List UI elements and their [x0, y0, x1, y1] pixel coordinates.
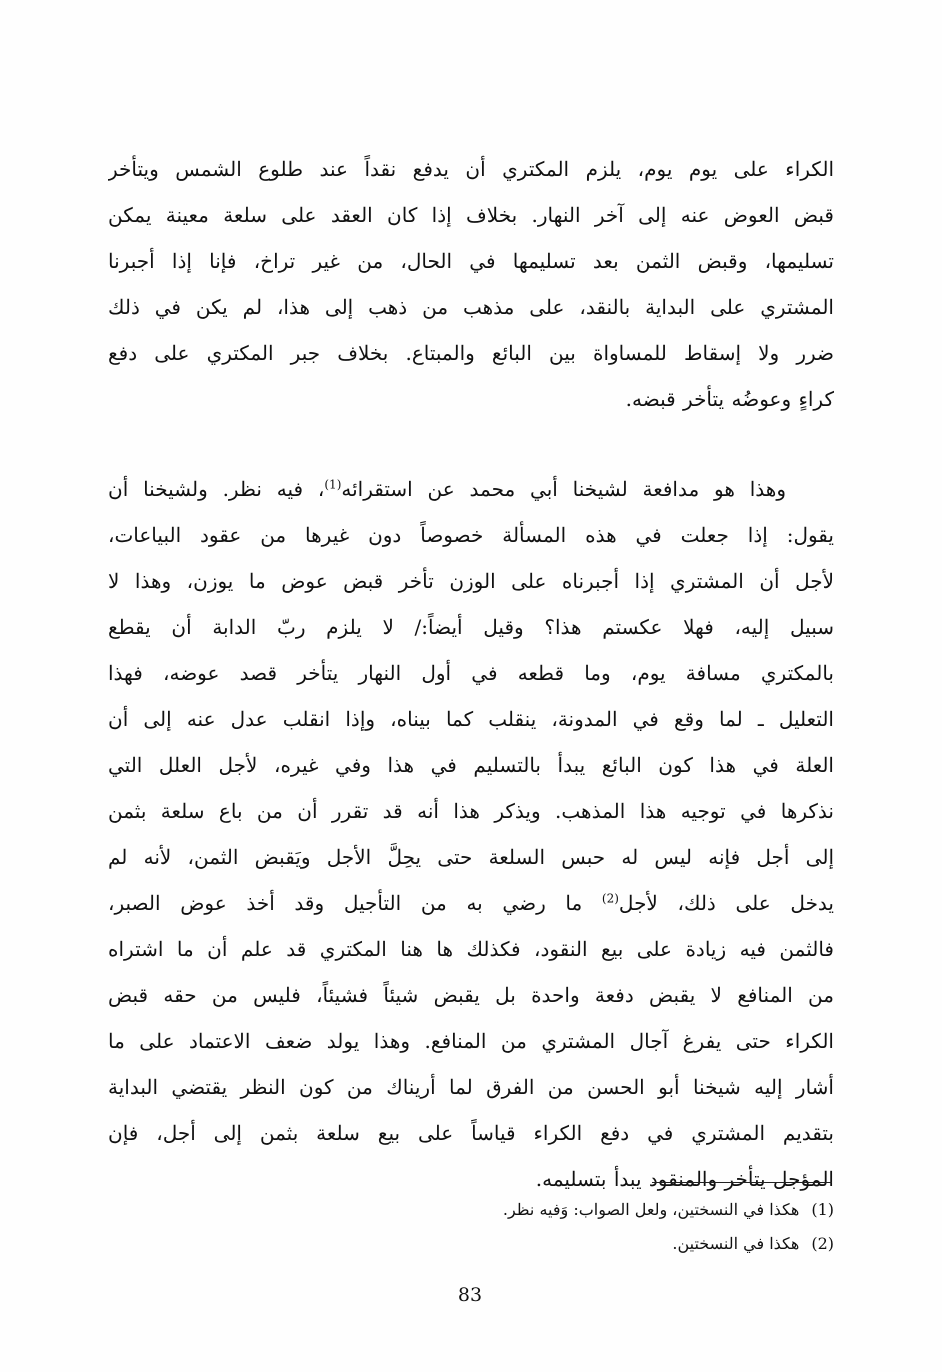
footnote-2: [300, 1227, 834, 1261]
text-line-with-footnote-ref: [108, 466, 834, 512]
text-line: المؤجل يتأخر والمنقود يبدأ بتسليمه.: [535, 1167, 834, 1191]
text-segment: ، فيه نظر. ولشيخنا أن: [108, 477, 325, 501]
text-segment: وهذا هو مدافعة لشيخنا أبي محمد عن استقرائه: [341, 477, 786, 501]
text-line: الكراء على يوم يوم، يلزم المكتري أن يدفع نقداً عند طلوع الشمس ويتأخر: [108, 157, 834, 181]
footnote-ref-2: (2): [601, 891, 619, 906]
text-line: التعليل ـ لما وقع في المدونة، ينقلب كما بيناه، وإذا انقلب عدل عنه إلى أن: [108, 707, 834, 731]
footnote-separator: [652, 1182, 832, 1183]
text-line: بالمكتري مسافة يوم، وما قطعه في أول النهار يتأخر قصد عوضه، فهذا: [108, 661, 834, 685]
paragraph-2: [108, 466, 834, 1202]
footnote-text: هكذا في النسختين.: [672, 1234, 800, 1253]
text-line: فالثمن فيه زيادة على بيع النقود، فكذلك ها هنا المكتري قد علم أن ما اشتراه: [108, 937, 834, 961]
text-line: إلى أجل فإنه ليس له حبس السلعة حتى يحِلَّ الأجل ويَقبض الثمن، لأنه لم: [108, 845, 834, 869]
text-line: يقول: إذا جعلت في هذه المسألة خصوصاً دون غيرها من عقود البياعات،: [108, 523, 834, 547]
text-line: الكراء حتى يفرغ آجال المشتري من المنافع. وهذا يولد ضعف الاعتماد على ما: [108, 1029, 834, 1053]
text-line: أشار إليه شيخنا أبو الحسن من الفرق لما أريناك من كون النظر يقتضي البداية: [108, 1075, 834, 1099]
text-segment: ما رضي به من التأجيل وقد أخذ عوض الصبر،: [108, 891, 602, 915]
footnote-text: هكذا في النسختين، ولعل الصواب: وَفيه نظر.: [502, 1200, 800, 1219]
text-line: قبض العوض عنه إلى آخر النهار. بخلاف إذا كان العقد على سلعة معينة يمكن: [108, 203, 834, 227]
footnote-ref-1: (1): [324, 477, 342, 492]
text-line: كراءٍ وعوضُه يتأخر قبضه.: [625, 387, 834, 411]
page-number: 83: [457, 1284, 483, 1306]
text-line: ضرر ولا إسقاط للمساواة بين البائع والمبتاع. بخلاف جبر المكتري على دفع: [108, 341, 834, 365]
text-line: العلة في هذا كون البائع يبدأ بالتسليم في هذا وفي غيره، لأجل العلل التي: [108, 753, 834, 777]
text-line: المشتري على البداية بالنقد، على مذهب من ذهب إلى هذا، لم يكن في ذلك: [108, 295, 834, 319]
footnote-number: (1): [811, 1200, 834, 1219]
paragraph-1: [108, 146, 834, 422]
text-line: من المنافع لا يقبض دفعة واحدة بل يقبض شيئاً فشيئاً، فليس من حقه قبض: [108, 983, 834, 1007]
footnotes: [300, 1193, 834, 1261]
text-segment: يدخل على ذلك، لأجل: [618, 891, 834, 915]
text-line: لأجل أن المشتري إذا أجبرناه على الوزن تأخر قبض عوض ما يوزن، وهذا لا: [108, 569, 834, 593]
text-line-with-footnote-ref: [108, 880, 834, 926]
text-line: نذكرها في توجيه هذا المذهب. ويذكر هذا أنه قد تقرر أن من باع سلعة بثمن: [108, 799, 834, 823]
footnote-1: [300, 1193, 834, 1227]
footnote-number: (2): [811, 1234, 834, 1253]
text-line: سبيل إليه، فهلا عكستم هذا؟ وقيل أيضاً:/ لا يلزم ربّ الدابة أن يقطع: [108, 615, 834, 639]
text-line: بتقديم المشتري في دفع الكراء قياساً على بيع سلعة بثمن إلى أجل، فإن: [108, 1121, 834, 1145]
text-line: تسليمها، وقبض الثمن بعد تسليمها في الحال، من غير تراخ، فإنا إذا أجبرنا: [108, 249, 834, 273]
